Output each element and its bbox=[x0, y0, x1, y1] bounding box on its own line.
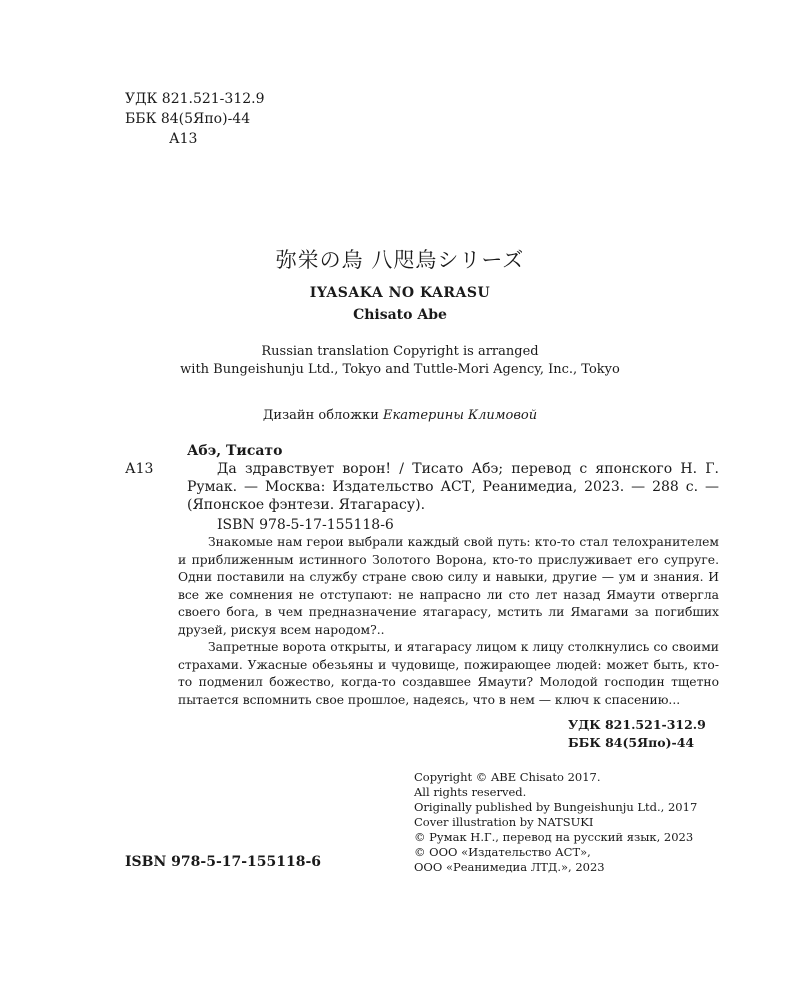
catalog-author: Абэ, Тисато bbox=[187, 443, 283, 459]
copyright-line: Copyright © ABE Chisato 2017. bbox=[414, 770, 601, 784]
classification-bottom bbox=[568, 716, 706, 752]
japanese-title: 弥栄の烏 八咫烏シリーズ bbox=[275, 248, 525, 272]
original-title: IYASAKA NO KARASU bbox=[309, 285, 491, 301]
udk-code-bottom: УДК 821.521-312.9 bbox=[568, 717, 706, 732]
copyright-line: © Румак Н.Г., перевод на русский язык, 2023 bbox=[414, 830, 694, 844]
copyright-line: Cover illustration by NATSUKI bbox=[414, 815, 594, 829]
catalog-entry bbox=[187, 442, 719, 534]
copyright-line: Originally published by Bungeishunju Ltd., 2017 bbox=[414, 800, 698, 814]
annotation bbox=[178, 534, 719, 709]
copyright-line: All rights reserved. bbox=[414, 785, 527, 799]
catalog-index: А13 bbox=[125, 461, 154, 477]
catalog-isbn: ISBN 978-5-17-155118-6 bbox=[217, 517, 394, 533]
catalog-description: Да здравствует ворон! / Тисато Абэ; перевод с японского Н. Г. Румак. — Москва: Издательство АСТ, Реанимедиа, 2023. — 288 с. — (Японское фэнтези. Ятагарасу). bbox=[187, 461, 719, 513]
copyright-line: ООО «Реанимедиа ЛТД.», 2023 bbox=[414, 860, 605, 874]
designer-name: Екатерины Климовой bbox=[383, 408, 538, 423]
annotation-paragraph-2: Запретные ворота открыты, и ятагарасу лицом к лицу столкнулись со своими страхами. Ужасные обезьяны и чудовище, пожирающее людей: может быть, кто-то подменил божество, когда-то создавшее Ямаути? Молодой господин тщетно пытается вспомнить свое прошлое, надеясь, что в нем — ключ к спасению... bbox=[178, 640, 719, 707]
rights-line-2: with Bungeishunju Ltd., Tokyo and Tuttle-Mori Agency, Inc., Tokyo bbox=[180, 362, 620, 377]
bbk-code: ББК 84(5Япо)-44 bbox=[125, 111, 251, 127]
original-author: Chisato Abe bbox=[353, 307, 447, 323]
classification-block bbox=[125, 89, 265, 149]
design-label: Дизайн обложки bbox=[262, 408, 379, 423]
translation-rights bbox=[0, 343, 800, 379]
bbk-code-bottom: ББК 84(5Япо)-44 bbox=[568, 735, 695, 750]
annotation-paragraph-1: Знакомые нам герои выбрали каждый свой путь: кто-то стал телохранителем и приближенным истинного Золотого Ворона, кто-то прислуживает его супруге. Одни поставили на службу стране свою силу и навыки, другие — ум и знания. И все же сомнения не отступают: не напрасно ли сто лет назад Ямаути отвергла своего бога, в чем предназначение ятагарасу, мстить ли Ямагами за погибших друзей, рискуя всем народом?.. bbox=[178, 535, 719, 637]
cover-design-credit bbox=[0, 408, 800, 423]
rights-line-1: Russian translation Copyright is arranged bbox=[261, 344, 539, 359]
udk-code: УДК 821.521-312.9 bbox=[125, 91, 265, 107]
copyright-line: © ООО «Издательство АСТ», bbox=[414, 845, 591, 859]
copyright-block bbox=[414, 770, 697, 875]
isbn-bottom: ISBN 978-5-17-155118-6 bbox=[125, 854, 322, 870]
author-index: А13 bbox=[169, 131, 198, 147]
